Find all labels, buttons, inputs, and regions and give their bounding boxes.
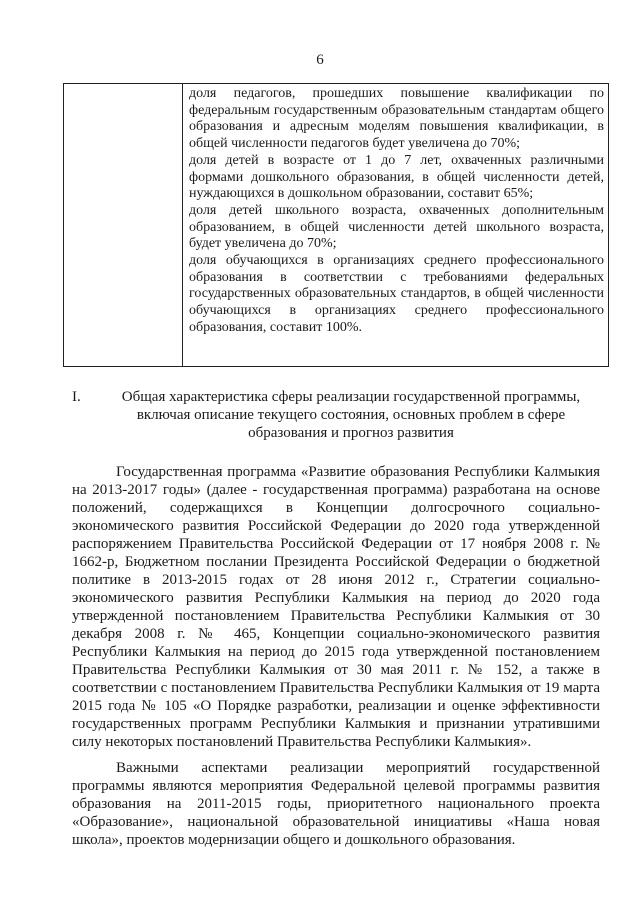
- section-title: Общая характеристика сферы реализации государственной программы, включая описание текущего состояния, основных проблем в сфере образования и прогноз развития: [121, 389, 581, 441]
- body-text: [72, 463, 600, 849]
- section-heading: [72, 388, 600, 442]
- targets-table: [63, 83, 609, 367]
- body-paragraph: Государственная программа «Развитие образования Республики Калмыкия на 2013-2017 годы» (далее - государственная программа) разработана на основе положений, содержащихся в Концепции долгосрочного социально-экономического развития Российской Федерации до 2020 года утвержденной распоряжением Правительства Российской Федерации от 17 ноября 2008 г. № 1662-р, Бюджетном послании Президента Российской Федерации о бюджетной политике в 2013-2015 годах от 28 июня 2012 г., Стратегии социально-экономического развития Республики Калмыкия на период до 2020 года утвержденной постановлением Правительства Республики Калмыкия от 30 декабря 2008 г. № 465, Концепции социально-экономического развития Республики Калмыкия на период до 2015 года утвержденной постановлением Правительства Республики Калмыкия от 30 мая 2011 г. № 152, а также в соответствии с постановлением Правительства Республики Калмыкия от 19 марта 2015 года № 105 «О Порядке разработки, реализации и оценке эффективности государственных программ Республики Калмыкия и признании утратившими силу некоторых постановлений Правительства Республики Калмыкия».: [72, 464, 600, 750]
- table-right-cell: [183, 84, 608, 366]
- table-paragraph: доля детей в возрасте от 1 до 7 лет, охваченных различными формами дошкольного образования, в общей численности детей, нуждающихся в дошкольном образовании, составит 65%;: [189, 152, 604, 202]
- table-paragraph: доля обучающихся в организациях среднего профессионального образования в соответствии с требованиями федеральных государственных образовательных стандартов, в общей численности обучающихся в организациях среднего профессионального образования, составит 100%.: [189, 253, 604, 335]
- table-left-cell: [64, 84, 183, 366]
- table-paragraph: доля педагогов, прошедших повышение квалификации по федеральным государственным образовательным стандартам общего образования и адресным моделям повышения квалификации, в общей численности педагогов будет увеличена до 70%;: [189, 86, 604, 152]
- body-paragraph: Важными аспектами реализации мероприятий государственной программы являются мероприятия Федеральной целевой программы развития образования на 2011-2015 годы, приоритетного национального проекта «Образование», национальной образовательной инициативы «Наша новая школа», проектов модернизации общего и дошкольного образования.: [72, 760, 600, 848]
- table-paragraph: доля детей школьного возраста, охваченных дополнительным образованием, в общей численности детей школьного возраста, будет увеличена до 70%;: [189, 202, 604, 252]
- section-number: I.: [72, 389, 81, 405]
- page-number: 6: [316, 52, 324, 68]
